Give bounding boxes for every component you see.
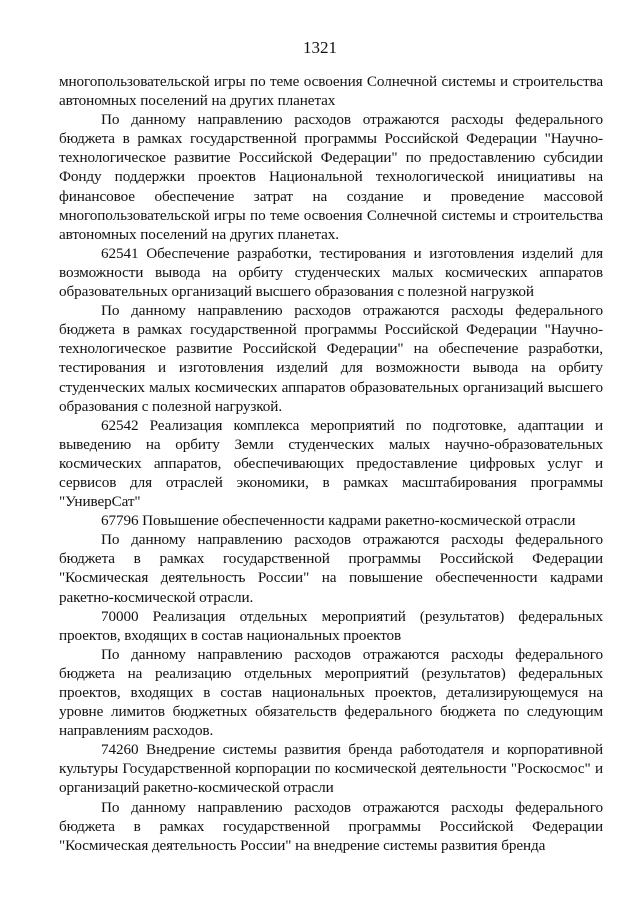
paragraph: По данному направлению расходов отражаются расходы федерального бюджета в рамках государственной программы Российской Федерации "Космическая деятельность России" на внедрение системы развития бренда: [59, 798, 603, 854]
paragraph-heading-62541: 62541 Обеспечение разработки, тестирования и изготовления изделий для возможности вывода на орбиту студенческих малых космических аппаратов образовательных организаций высшего образования с полезной нагрузкой: [59, 244, 603, 301]
document-body: [59, 72, 603, 855]
paragraph: По данному направлению расходов отражаются расходы федерального бюджета в рамках государственной программы Российской Федерации "Научно-технологическое развитие Российской Федерации" по предоставлению субсидии Фонду поддержки проектов Национальной технологической инициативы на финансовое обеспечение затрат на создание и проведение массовой многопользовательской игры по теме освоения Солнечной системы и строительства автономных поселений на других планетах.: [59, 111, 603, 243]
paragraph-heading-74260: 74260 Внедрение системы развития бренда работодателя и корпоративной культуры Государственной корпорации по космической деятельности "Роскосмос" и организаций ракетно-космической отрасли: [59, 741, 603, 797]
paragraph-heading-70000: 70000 Реализация отдельных мероприятий (результатов) федеральных проектов, входящих в состав национальных проектов: [59, 607, 603, 644]
paragraph: По данному направлению расходов отражаются расходы федерального бюджета на реализацию отдельных мероприятий (результатов) федеральных проектов, входящих в состав национальных проектов, детализирующемуся на уровне лимитов бюджетных обязательств федерального бюджета по следующим направлениям расходов.: [59, 645, 603, 740]
paragraph-heading-62542: 62542 Реализация комплекса мероприятий по подготовке, адаптации и выведению на орбиту Земли студенческих малых научно-образовательных космических аппаратов, обеспечивающих предоставление цифровых услуг и сервисов для отраслей экономики, в рамках масштабирования программы "УниверСат": [59, 416, 603, 511]
paragraph-heading-67796: 67796 Повышение обеспеченности кадрами ракетно-космической отрасли: [101, 512, 576, 530]
paragraph-continuation: многопользовательской игры по теме освоения Солнечной системы и строительства автономных поселений на других планетах: [59, 73, 603, 110]
page-number: 1321: [303, 38, 337, 57]
paragraph: По данному направлению расходов отражаются расходы федерального бюджета в рамках государственной программы Российской Федерации "Космическая деятельность России" на повышение обеспеченности кадрами ракетно-космической отрасли.: [59, 531, 603, 606]
paragraph: По данному направлению расходов отражаются расходы федерального бюджета в рамках государственной программы Российской Федерации "Научно-технологическое развитие Российской Федерации" на обеспечение разработки, тестирования и изготовления изделий для возможности вывода на орбиту студенческих малых космических аппаратов образовательных организаций высшего образования с полезной нагрузкой.: [59, 302, 603, 415]
